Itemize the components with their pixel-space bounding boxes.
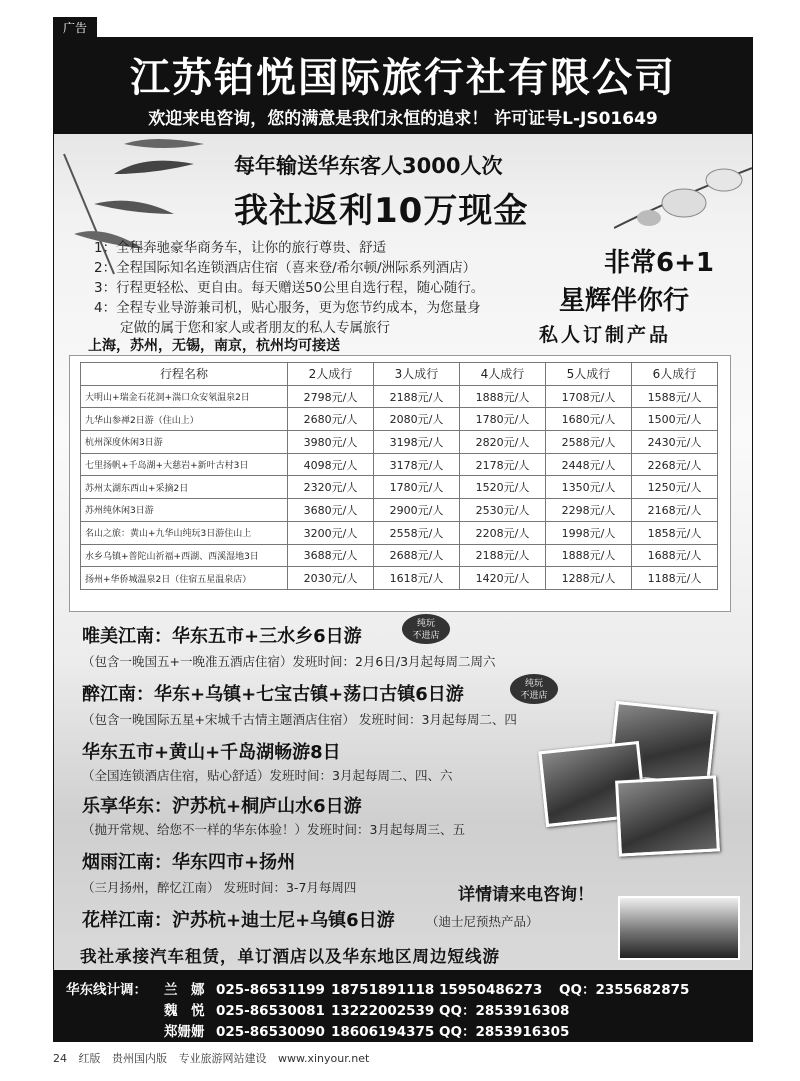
price-cell: 3680元/人 — [288, 499, 374, 522]
contact-name: 郑姗姗 — [164, 1024, 205, 1040]
contact-label: 华东线计调： — [66, 982, 147, 998]
price-cell: 1888元/人 — [460, 385, 546, 408]
contact-name: 兰 娜 — [164, 982, 205, 998]
price-cell: 2298元/人 — [546, 499, 632, 522]
tour-title: 乐享华东：沪苏杭+桐庐山水6日游 — [82, 796, 362, 817]
price-cell: 1618元/人 — [374, 567, 460, 590]
route-name-cell: 扬州+华侨城温泉2日（住宿五星温泉店） — [81, 567, 288, 590]
table-row — [81, 408, 718, 431]
price-cell: 1500元/人 — [632, 408, 718, 431]
promo-line-2: 我社返利10万现金 — [234, 191, 529, 231]
price-cell: 1780元/人 — [374, 476, 460, 499]
contact-tel: 025-86530081 — [216, 1003, 325, 1019]
price-cell: 1588元/人 — [632, 385, 718, 408]
route-name-cell: 苏州太湖东西山+采摘2日 — [81, 476, 288, 499]
price-cell: 3198元/人 — [374, 431, 460, 454]
call-to-action: 详情请来电咨询！ — [458, 885, 594, 905]
price-cell: 3980元/人 — [288, 431, 374, 454]
table-row — [81, 385, 718, 408]
price-cell: 4098元/人 — [288, 453, 374, 476]
tour-note: （抛开常规、给您不一样的华东体验！）发班时间：3月起每周三、五 — [82, 822, 465, 837]
highlight-star: 星辉伴你行 — [559, 286, 690, 316]
car-photo — [618, 896, 740, 960]
price-table — [80, 362, 718, 590]
tour-title: 唯美江南：华东五市+三水乡6日游 — [82, 626, 362, 647]
contact-tel: 025-86530090 — [216, 1024, 325, 1040]
price-cell: 1998元/人 — [546, 521, 632, 544]
route-name-cell: 苏州纯休闲3日游 — [81, 499, 288, 522]
table-row — [81, 476, 718, 499]
contact-qq: QQ：2355682875 — [559, 982, 690, 998]
flower-decoration — [614, 158, 752, 248]
contact-qq: QQ：2853916305 — [439, 1024, 570, 1040]
tour-title: 醉江南：华东+乌镇+七宝古镇+荡口古镇6日游 — [82, 684, 464, 705]
highlight-private: 私人订制产品 — [539, 324, 672, 346]
no-shopping-badge: 纯玩 不进店 — [510, 674, 558, 704]
tour-title: 烟雨江南：华东四市+扬州 — [82, 852, 296, 873]
water-town-photo — [615, 775, 720, 856]
feature-item: 1：全程奔驰豪华商务车，让你的旅行尊贵、舒适 — [94, 240, 387, 256]
route-name-cell: 七里扬帆+千岛湖+大慈岩+新叶古村3日 — [81, 453, 288, 476]
price-cell: 1350元/人 — [546, 476, 632, 499]
feature-item: 2：全程国际知名连锁酒店住宿（喜来登/希尔顿/洲际系列酒店） — [94, 260, 477, 276]
tour-note: （迪士尼预热产品） — [426, 914, 539, 929]
price-cell: 1858元/人 — [632, 521, 718, 544]
price-cell: 1250元/人 — [632, 476, 718, 499]
price-cell: 1680元/人 — [546, 408, 632, 431]
promo-line-1: 每年输送华东客人3000人次 — [234, 154, 503, 178]
page-footer — [53, 1050, 377, 1066]
price-cell: 2588元/人 — [546, 431, 632, 454]
contact-qq: QQ：2853916308 — [439, 1003, 570, 1019]
price-cell: 1708元/人 — [546, 385, 632, 408]
table-row — [81, 453, 718, 476]
table-header-row — [81, 363, 718, 386]
contact-mobile: 18751891118 — [331, 982, 435, 998]
page-number: 24 — [53, 1052, 67, 1065]
table-row — [81, 521, 718, 544]
tour-title: 华东五市+黄山+千岛湖畅游8日 — [82, 742, 341, 763]
price-cell: 2178元/人 — [460, 453, 546, 476]
contact-mobile: 15950486273 — [439, 982, 543, 998]
tour-title: 花样江南：沪苏杭+迪士尼+乌镇6日游 — [82, 910, 395, 931]
price-cell: 2268元/人 — [632, 453, 718, 476]
advertisement — [53, 37, 753, 1042]
price-cell: 1520元/人 — [460, 476, 546, 499]
tour-note: （包含一晚国际五星+宋城千古情主题酒店住宿） 发班时间：3月起每周二、四 — [82, 712, 517, 727]
price-cell: 3688元/人 — [288, 544, 374, 567]
route-name-cell: 名山之旅：黄山+九华山纯玩3日游住山上 — [81, 521, 288, 544]
column-header: 行程名称 — [81, 363, 288, 386]
price-cell: 2558元/人 — [374, 521, 460, 544]
feature-item: 4：全程专业导游兼司机，贴心服务，更为您节约成本，为您量身 — [94, 300, 481, 316]
price-cell: 1288元/人 — [546, 567, 632, 590]
price-cell: 2208元/人 — [460, 521, 546, 544]
price-table-panel — [69, 355, 731, 612]
contact-tel: 025-86531199 — [216, 982, 325, 998]
scenery-photos — [542, 706, 722, 851]
price-cell: 2530元/人 — [460, 499, 546, 522]
tour-note: （全国连锁酒店住宿，贴心舒适）发班时间：3月起每周二、四、六 — [82, 768, 453, 783]
tour-note: （包含一晚国五+一晚准五酒店住宿）发班时间：2月6日/3月起每周二周六 — [82, 654, 496, 669]
tour-note: （三月扬州，醉忆江南） 发班时间：3-7月每周四 — [82, 880, 357, 895]
header-banner — [54, 38, 752, 134]
price-cell: 2430元/人 — [632, 431, 718, 454]
table-row — [81, 544, 718, 567]
price-cell: 2448元/人 — [546, 453, 632, 476]
highlight-plus-one: 非常6+1 — [604, 248, 714, 278]
column-header: 6人成行 — [632, 363, 718, 386]
contact-row — [66, 978, 689, 998]
price-cell: 2798元/人 — [288, 385, 374, 408]
contact-mobile: 13222002539 — [331, 1003, 435, 1019]
slogan: 欢迎来电咨询，您的满意是我们永恒的追求！ 许可证号L-JS01649 — [148, 109, 658, 129]
website-url: www.xinyour.net — [278, 1052, 370, 1065]
price-cell: 2188元/人 — [460, 544, 546, 567]
price-cell: 3178元/人 — [374, 453, 460, 476]
contact-name: 魏 悦 — [164, 1003, 205, 1019]
region: 贵州国内版 — [112, 1052, 167, 1065]
table-row — [81, 499, 718, 522]
feature-item: 定做的属于您和家人或者朋友的私人专属旅行 — [120, 320, 390, 336]
price-cell: 1688元/人 — [632, 544, 718, 567]
contact-row — [66, 1020, 569, 1040]
company-name: 江苏铂悦国际旅行社有限公司 — [130, 55, 676, 101]
no-shopping-badge: 纯玩 不进店 — [402, 614, 450, 644]
feature-item: 3：行程更轻松、更自由。每天赠送50公里自选行程，随心随行。 — [94, 280, 485, 296]
table-row — [81, 431, 718, 454]
price-cell: 2320元/人 — [288, 476, 374, 499]
contact-row — [66, 999, 569, 1019]
price-cell: 2680元/人 — [288, 408, 374, 431]
price-cell: 2820元/人 — [460, 431, 546, 454]
price-cell: 2188元/人 — [374, 385, 460, 408]
price-cell: 3200元/人 — [288, 521, 374, 544]
price-cell: 2030元/人 — [288, 567, 374, 590]
contact-panel — [54, 970, 752, 1041]
feature-list — [94, 238, 484, 338]
price-cell: 2168元/人 — [632, 499, 718, 522]
route-name-cell: 九华山参禅2日游（住山上） — [81, 408, 288, 431]
route-name-cell: 大明山+瑞金石花洞+湍口众安氡温泉2日 — [81, 385, 288, 408]
column-header: 5人成行 — [546, 363, 632, 386]
price-cell: 1888元/人 — [546, 544, 632, 567]
table-row — [81, 567, 718, 590]
rental-service: 我社承接汽车租赁，单订酒店以及华东地区周边短线游 — [80, 947, 500, 966]
route-name-cell: 杭州深度休闲3日游 — [81, 431, 288, 454]
column-header: 4人成行 — [460, 363, 546, 386]
price-cell: 1420元/人 — [460, 567, 546, 590]
pickup-cities: 上海，苏州，无锡，南京，杭州均可接送 — [88, 338, 340, 354]
route-name-cell: 水乡乌镇+普陀山祈福+西湖、西溪湿地3日 — [81, 544, 288, 567]
service: 专业旅游网站建设 — [178, 1052, 267, 1065]
price-cell: 2900元/人 — [374, 499, 460, 522]
ad-label: 广告 — [53, 17, 97, 39]
edition: 红版 — [78, 1052, 101, 1065]
column-header: 2人成行 — [288, 363, 374, 386]
column-header: 3人成行 — [374, 363, 460, 386]
price-cell: 1780元/人 — [460, 408, 546, 431]
price-cell: 1188元/人 — [632, 567, 718, 590]
price-cell: 2688元/人 — [374, 544, 460, 567]
contact-mobile: 18606194375 — [331, 1024, 435, 1040]
price-cell: 2080元/人 — [374, 408, 460, 431]
